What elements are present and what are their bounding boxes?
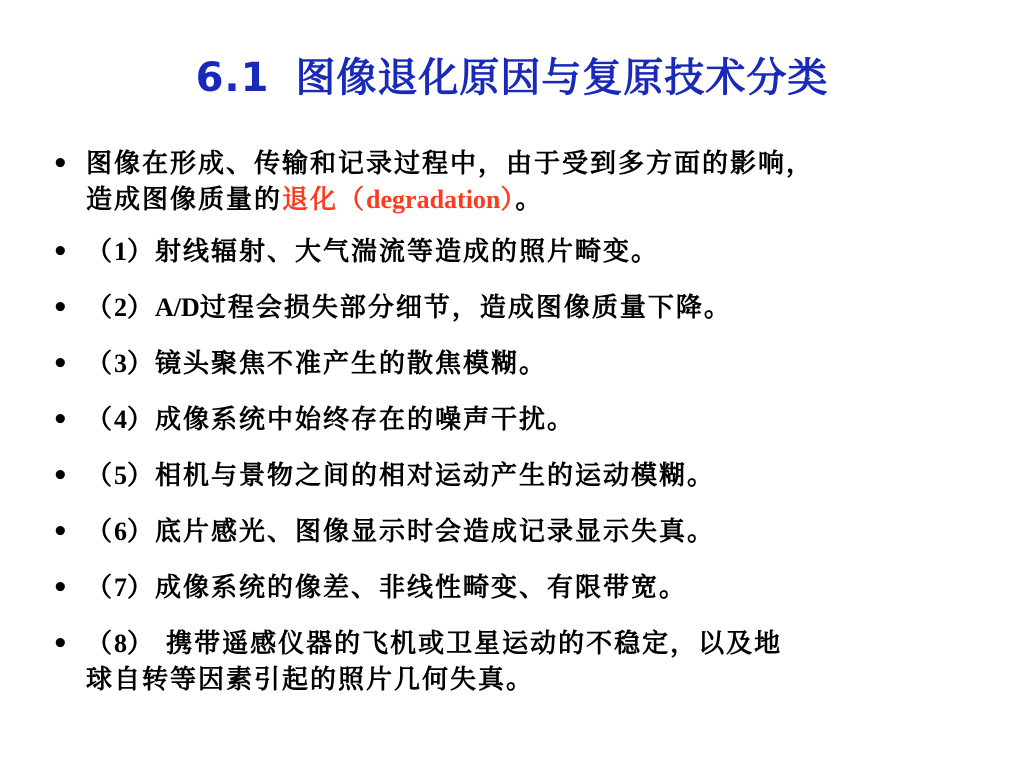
item-marker-close: ） (127, 573, 156, 603)
intro-suffix: 。 (515, 185, 544, 215)
item-marker-open: （ (86, 517, 115, 547)
item-marker-close: ） (127, 293, 156, 323)
bullet-icon: • (52, 293, 71, 323)
item-marker-number: 8 (114, 629, 128, 658)
bullet-list (52, 146, 982, 714)
item-text: 射线辐射、大气湍流等造成的照片畸变。 (155, 237, 660, 267)
highlight-cn: 退化（ (282, 185, 367, 215)
item-marker-number: 4 (114, 405, 128, 434)
item-marker-open: （ (86, 405, 115, 435)
intro-line-1: 图像在形成、传输和记录过程中，由于受到多方面的影响， (86, 149, 815, 179)
item-text: 相机与景物之间的相对运动产生的运动模糊。 (155, 461, 716, 491)
item-marker-close: ） (127, 517, 156, 547)
item-text-line-1: 携带遥感仪器的飞机或卫星运动的不稳定，以及地 (155, 629, 783, 659)
item-marker-number: 3 (114, 349, 128, 378)
item-marker-close: ） (127, 405, 156, 435)
list-item-4 (52, 402, 982, 438)
item-marker-number: 1 (114, 237, 128, 266)
item-marker-open: （ (86, 461, 115, 491)
item-text-line-2: 球自转等因素引起的照片几何失真。 (86, 665, 535, 695)
item-marker-number: 2 (114, 293, 128, 322)
item-marker-close: ） (127, 349, 156, 379)
item-marker-number: 5 (114, 461, 128, 490)
list-item-intro (52, 146, 982, 218)
highlight-close: ） (500, 185, 516, 215)
item-marker-open: （ (86, 237, 115, 267)
item-text: 底片感光、图像显示时会造成记录显示失真。 (155, 517, 716, 547)
bullet-icon: • (52, 349, 71, 379)
list-item-3 (52, 346, 982, 382)
item-marker-number: 7 (114, 573, 128, 602)
list-item-1 (52, 234, 982, 270)
page-title (0, 46, 1024, 103)
bullet-icon: • (52, 405, 71, 435)
item-marker-close: ） (127, 461, 156, 491)
item-latin-term: A/D (155, 293, 200, 322)
list-item-7 (52, 570, 982, 606)
bullet-icon: • (52, 629, 71, 659)
bullet-icon: • (52, 237, 71, 267)
bullet-icon: • (52, 149, 71, 179)
list-item-6 (52, 514, 982, 550)
title-text: 图像退化原因与复原技术分类 (295, 55, 829, 101)
item-marker-close: ） (127, 629, 156, 659)
item-marker-open: （ (86, 629, 115, 659)
list-item-8 (52, 626, 982, 698)
bullet-icon: • (52, 461, 71, 491)
list-item-5 (52, 458, 982, 494)
intro-line-2-prefix: 造成图像质量的 (86, 185, 283, 215)
item-text: 过程会损失部分细节，造成图像质量下降。 (199, 293, 732, 323)
item-marker-number: 6 (114, 517, 128, 546)
item-marker-close: ） (127, 237, 156, 267)
item-marker-open: （ (86, 573, 115, 603)
item-text: 成像系统中始终存在的噪声干扰。 (155, 405, 576, 435)
list-item-2 (52, 290, 982, 326)
highlight-en: degradation (366, 185, 501, 214)
bullet-icon: • (52, 517, 71, 547)
section-number: 6.1 (195, 55, 270, 101)
highlight-term (282, 185, 515, 215)
item-text: 成像系统的像差、非线性畸变、有限带宽。 (155, 573, 688, 603)
item-marker-open: （ (86, 293, 115, 323)
item-text: 镜头聚焦不准产生的散焦模糊。 (155, 349, 548, 379)
bullet-icon: • (52, 573, 71, 603)
item-marker-open: （ (86, 349, 115, 379)
